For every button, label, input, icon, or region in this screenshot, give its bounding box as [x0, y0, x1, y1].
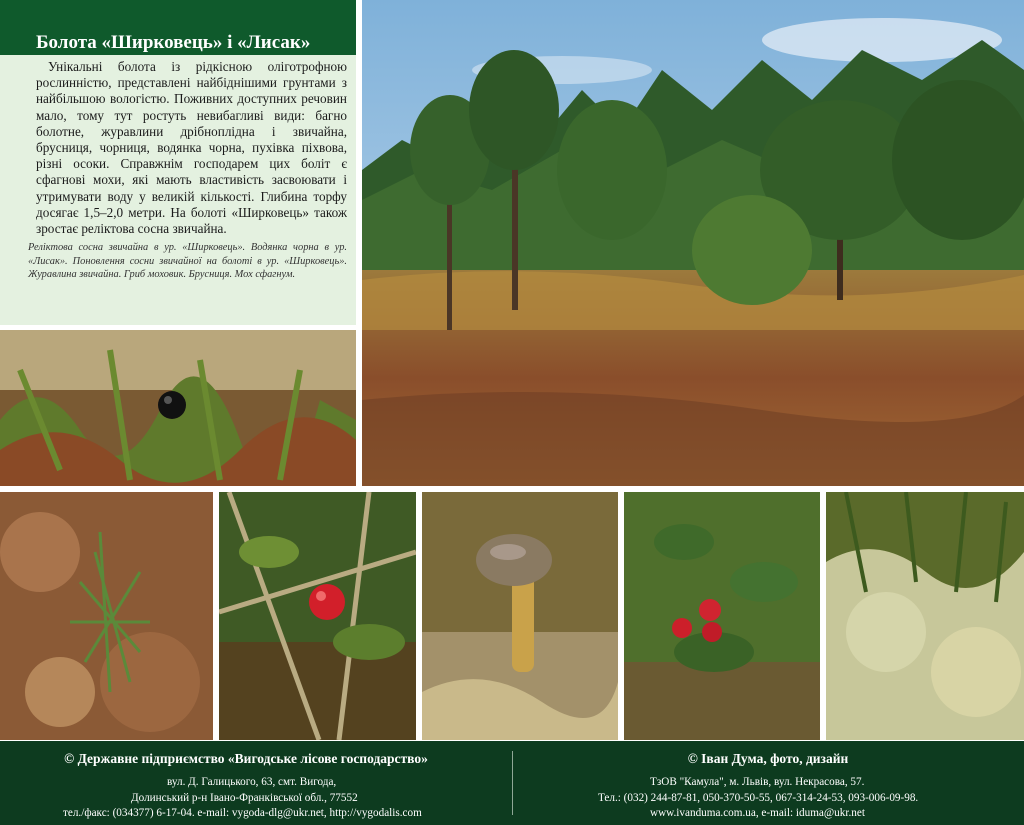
photo-sphagnum: [826, 492, 1024, 740]
text-panel: [0, 55, 356, 325]
photo-mushroom: [422, 492, 618, 740]
photo-caption: Реліктова сосна звичайна в ур. «Ширковець». Водянка чорна в ур. «Лисак». Поновлення сосни звичайної на болоті в ур. «Ширковець». Журавлина звичайна. Гриб моховик. Брусниця. Мох сфагнум.: [28, 242, 347, 281]
credits-web: www.ivanduma.com.ua, e-mail: iduma@ukr.net: [650, 807, 865, 819]
credits-address: ТзОВ "Камула", м. Львів, вул. Некрасова, 57.: [650, 776, 865, 788]
photo-cranberry: [219, 492, 416, 740]
publisher-address-line1: вул. Д. Галицького, 63, смт. Вигода,: [167, 776, 337, 788]
photo-pine-bog: [362, 0, 1024, 486]
photo-crowberry: [0, 330, 356, 486]
photo-lingonberry: [624, 492, 820, 740]
photo-pine-regrowth: [0, 492, 213, 740]
publisher-address-line2: Долинський р-н Івано-Франківської обл., 77552: [131, 792, 358, 804]
page-title: [0, 0, 356, 55]
credits-phones: Тел.: (032) 244-87-81, 050-370-50-55, 067-314-24-53, 093-006-09-98.: [598, 792, 919, 804]
page-title-text: Болота «Ширковець» і «Лисак»: [36, 32, 311, 53]
publisher-heading: © Державне підприємство «Вигодське лісове господарство»: [64, 751, 428, 766]
footer-publisher: [0, 741, 512, 825]
credits-heading: © Іван Дума, фото, дизайн: [687, 751, 849, 766]
body-text: Унікальні болота із рідкісною оліготрофною рослинністю, представлені найбіднішими грунтами з найбільшою вологістю. Поживних доступних речовин мало, тому тут ростуть невибагливі види: багно болотне, журавлини дрібноплідна і звичайна, брусниця, чорниця, водянка чорна, пухівка піхвова, різні осоки. Справжнім господарем цих боліт є сфагнові мохи, які мають властивість засвоювати і утримувати воду у великій кількості. Глибина торфу досягає 1,5–2,0 метри. На болоті «Ширковець» також зростає реліктова сосна звичайна.: [36, 59, 347, 237]
footer: [0, 741, 1024, 825]
publisher-contacts: тел./факс: (034377) 6-17-04. e-mail: vygoda-dlg@ukr.net, http://vygodalis.com: [63, 807, 422, 819]
footer-credits: [512, 741, 1024, 825]
